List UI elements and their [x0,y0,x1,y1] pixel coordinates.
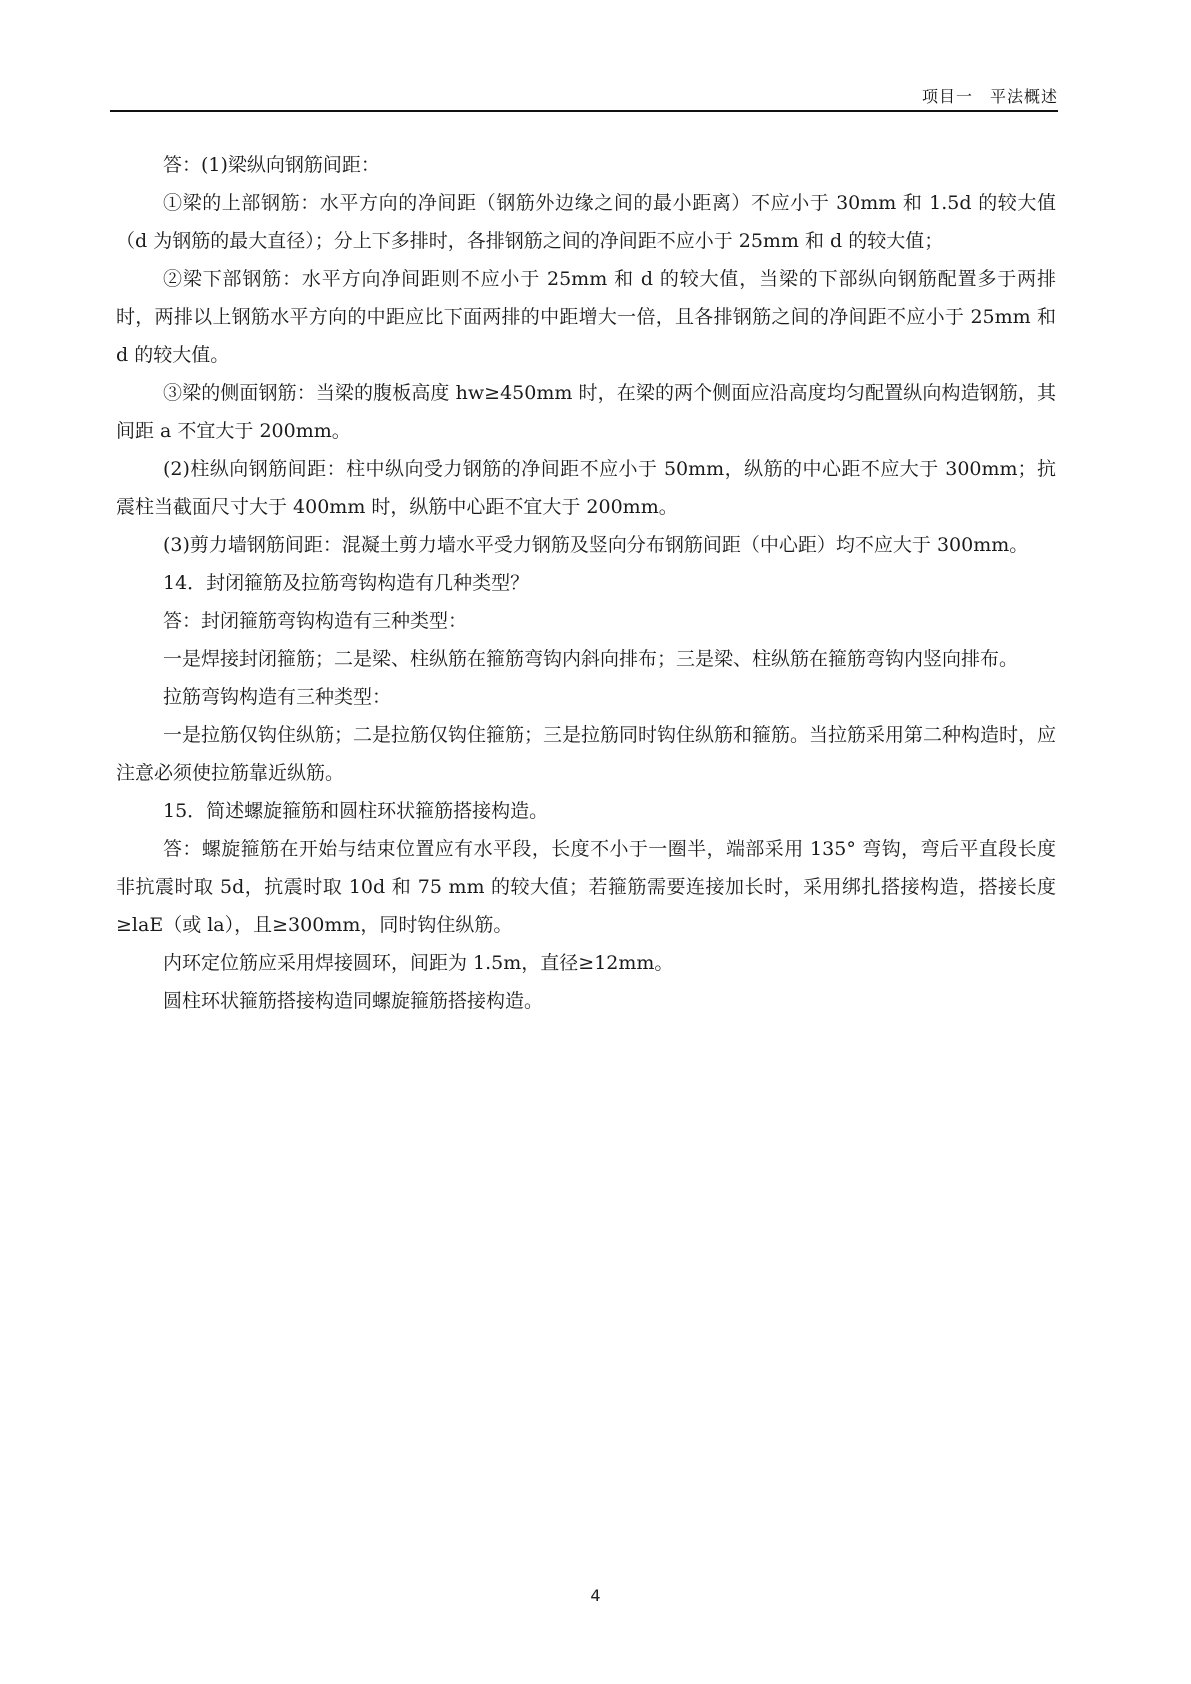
question-heading: 14．封闭箍筋及拉筋弯钩构造有几种类型？ [163,572,530,594]
paragraph: (2)柱纵向钢筋间距：柱中纵向受力钢筋的净间距不应小于 50mm，纵筋的中心距不应大于 300mm；抗震柱当截面尺寸大于 400mm 时，纵筋中心距不宜大于 200mm。 [116,458,1056,518]
paragraph: ①梁的上部钢筋：水平方向的净间距（钢筋外边缘之间的最小距离）不应小于 30mm 和 1.5d 的较大值（d 为钢筋的最大直径）；分上下多排时，各排钢筋之间的净间距不应小于 25mm 和 d 的较大值； [116,192,1056,252]
paragraph: 答：封闭箍筋弯钩构造有三种类型： [163,610,468,632]
question-heading: 15．简述螺旋箍筋和圆柱环状箍筋搭接构造。 [163,800,549,822]
paragraph: (3)剪力墙钢筋间距：混凝土剪力墙水平受力钢筋及竖向分布钢筋间距（中心距）均不应大于 300mm。 [163,534,1029,556]
paragraph: ②梁下部钢筋：水平方向净间距则不应小于 25mm 和 d 的较大值，当梁的下部纵向钢筋配置多于两排时，两排以上钢筋水平方向的中距应比下面两排的中距增大一倍，且各排钢筋之间的净间距不应小于 25mm 和 d 的较大值。 [116,268,1056,366]
paragraph: 内环定位筋应采用焊接圆环，间距为 1.5m，直径≥12mm。 [163,952,674,974]
paragraph: 一是焊接封闭箍筋；二是梁、柱纵筋在箍筋弯钩内斜向排布；三是梁、柱纵筋在箍筋弯钩内竖向排布。 [163,648,1019,670]
page-content [116,146,1056,1020]
paragraph: 答：螺旋箍筋在开始与结束位置应有水平段，长度不小于一圈半，端部采用 135° 弯钩，弯后平直段长度非抗震时取 5d，抗震时取 10d 和 75 mm 的较大值；若箍筋需要连接加长时，采用绑扎搭接构造，搭接长度≥laE（或 la），且≥300mm，同时钩住纵筋。 [116,838,1056,936]
page-header [110,82,1058,112]
paragraph: 拉筋弯钩构造有三种类型： [163,686,392,708]
paragraph: 答：(1)梁纵向钢筋间距： [163,154,380,176]
paragraph: 一是拉筋仅钩住纵筋；二是拉筋仅钩住箍筋；三是拉筋同时钩住纵筋和箍筋。当拉筋采用第二种构造时，应注意必须使拉筋靠近纵筋。 [116,724,1057,784]
page-number: 4 [590,1586,601,1605]
paragraph: ③梁的侧面钢筋：当梁的腹板高度 hw≥450mm 时，在梁的两个侧面应沿高度均匀配置纵向构造钢筋，其间距 a 不宜大于 200mm。 [116,382,1056,442]
header-title: 项目一 平法概述 [921,87,1058,106]
paragraph: 圆柱环状箍筋搭接构造同螺旋箍筋搭接构造。 [163,990,544,1012]
